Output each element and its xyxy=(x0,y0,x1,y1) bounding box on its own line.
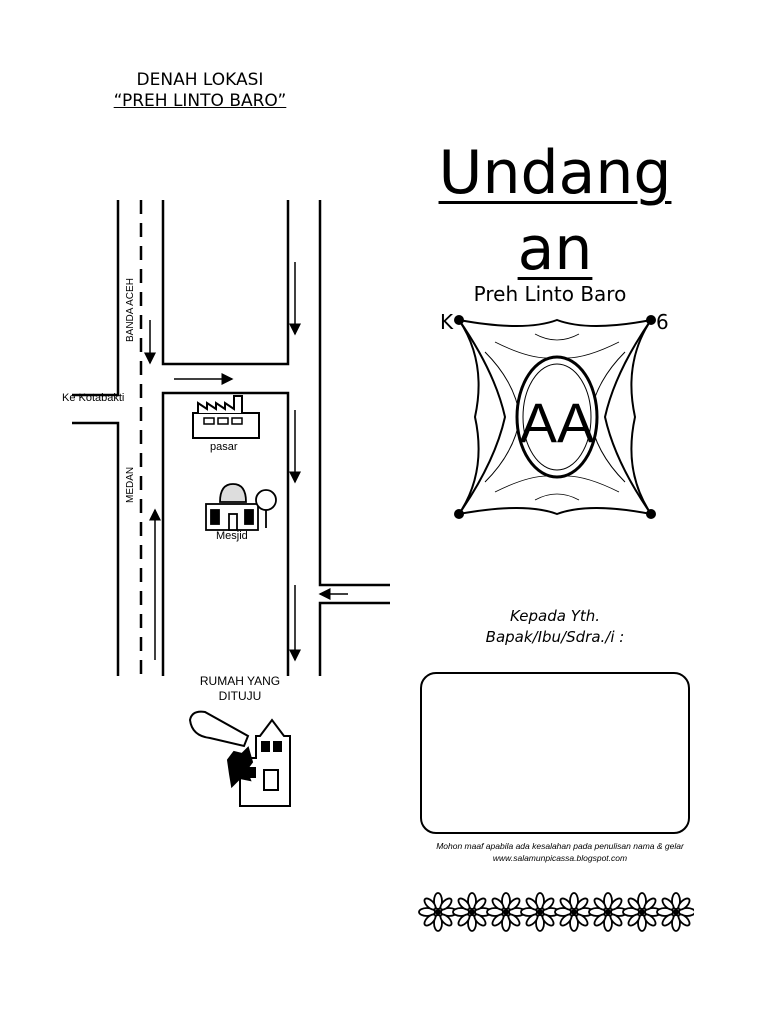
kotabakti-label: Ke Kotabakti xyxy=(62,392,125,404)
medan-label: MEDAN xyxy=(125,466,136,503)
target-label-line: RUMAH YANG xyxy=(199,674,281,688)
flower-ornament-row xyxy=(418,890,694,934)
address-box xyxy=(420,672,690,834)
monogram-text: AA xyxy=(519,391,595,454)
upper-block xyxy=(163,200,288,364)
footer-note xyxy=(415,840,705,864)
monogram-ornament xyxy=(435,312,680,522)
apology-note: Mohon maaf apabila ada kesalahan pada penulisan nama & gelar xyxy=(436,841,684,851)
road-edge xyxy=(320,200,390,585)
road-edge xyxy=(320,603,390,676)
flower-ornament-icon xyxy=(657,893,694,931)
flower-ornament-icon xyxy=(521,893,559,931)
flower-ornament-icon xyxy=(419,893,457,931)
road-edge xyxy=(72,200,118,395)
corner-left-text: K xyxy=(440,310,454,334)
recipient-line-1: Kepada Yth. xyxy=(509,607,601,625)
market-icon xyxy=(193,396,259,438)
target-label-line: DITUJU xyxy=(218,689,262,703)
map-title-line: DENAH LOKASI xyxy=(136,70,264,90)
corner-right-text: 6 xyxy=(656,310,669,334)
pointing-hand-icon xyxy=(190,712,248,746)
direction-arrows xyxy=(150,262,348,660)
invitation-heading xyxy=(420,135,690,287)
flower-ornament-icon xyxy=(623,893,661,931)
recipient-line-2: Bapak/Ibu/Sdra./i : xyxy=(485,628,625,646)
flower-ornament-icon xyxy=(487,893,525,931)
banda-aceh-label: BANDA ACEH xyxy=(125,278,136,342)
map-subtitle: “PREH LINTO BARO” xyxy=(113,91,287,111)
heading-line-1: Undang xyxy=(438,138,672,208)
heading-line-2: an xyxy=(517,214,593,284)
couple-name: Preh Linto Baro xyxy=(473,282,627,306)
flower-ornament-icon xyxy=(555,893,593,931)
flower-ornament-icon xyxy=(589,893,627,931)
website-note: www.salamunpicassa.blogspot.com xyxy=(492,853,628,863)
flower-ornament-icon xyxy=(453,893,491,931)
recipient-heading xyxy=(430,606,680,648)
pasar-label: pasar xyxy=(210,441,238,453)
target-house-illustration xyxy=(190,712,290,806)
mesjid-label: Mesjid xyxy=(216,530,248,542)
target-house-label xyxy=(180,674,300,704)
road-edge xyxy=(72,423,118,676)
mosque-icon xyxy=(206,484,276,530)
